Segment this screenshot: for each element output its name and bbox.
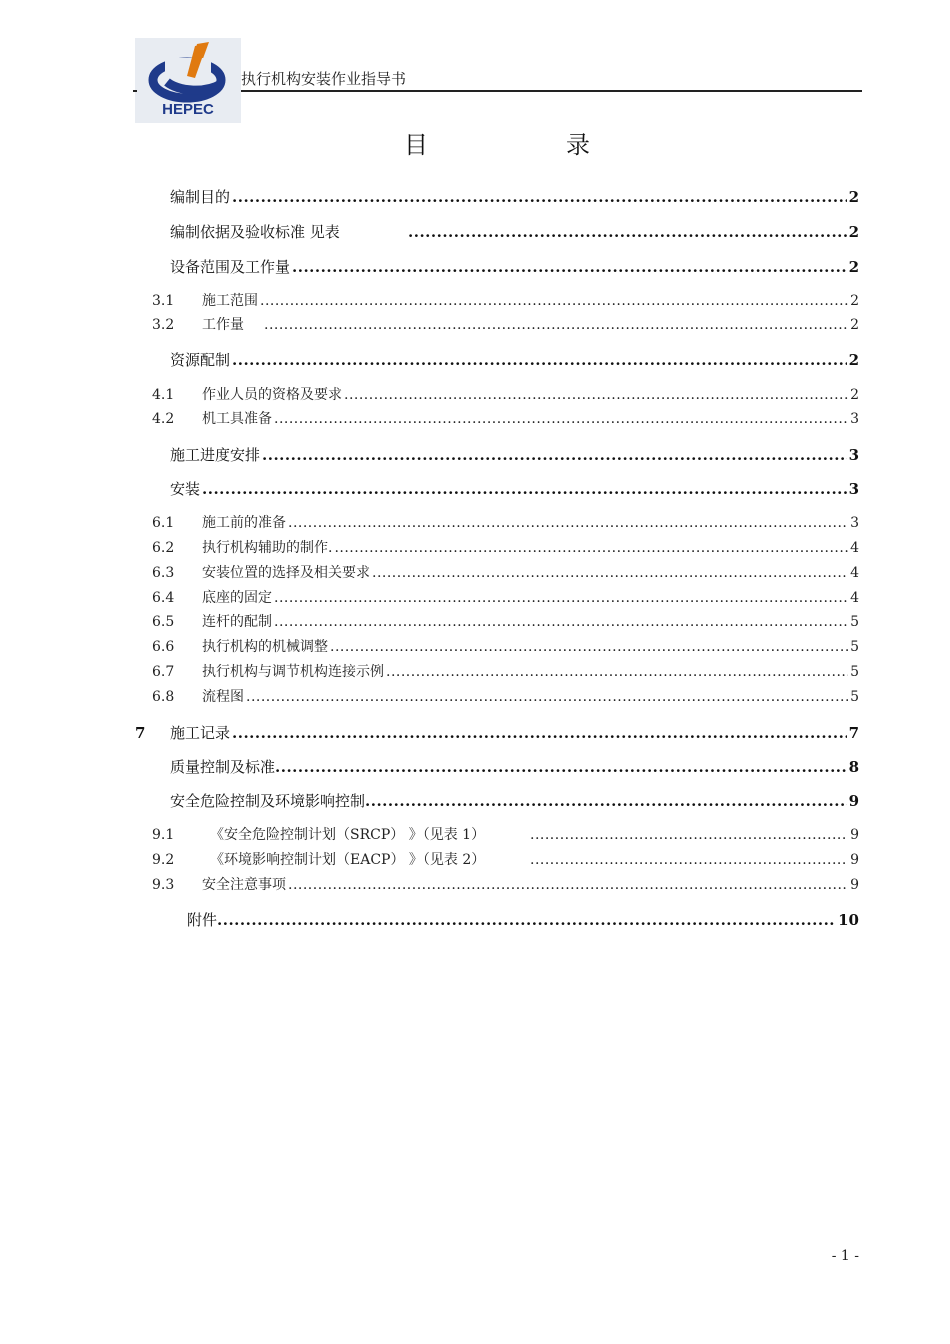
toc-entry[interactable]: [170, 444, 859, 465]
toc-leader-dots: [260, 293, 848, 309]
toc-entry-page: 3: [850, 515, 859, 531]
toc-entry-page: 2: [848, 258, 859, 276]
company-logo: [135, 38, 241, 123]
toc-leader-dots: [275, 758, 847, 776]
toc-entry-label: 流程图: [202, 689, 244, 705]
toc-entry[interactable]: [170, 349, 859, 370]
toc-entry-number: 6.6: [152, 639, 175, 655]
toc-leader-dots: [232, 188, 847, 206]
toc-entry-label: 机工具准备: [202, 411, 272, 427]
toc-entry-number: 9.3: [152, 877, 175, 893]
toc-entry-label: 施工前的准备: [202, 515, 286, 531]
toc-entry-number: 9.2: [152, 852, 175, 868]
toc-entry-label: 资源配制: [170, 351, 231, 369]
toc-entry-number: 7: [135, 724, 146, 742]
toc-leader-dots: [274, 411, 848, 427]
toc-entry-number: 9.1: [152, 827, 175, 843]
toc-leader-dots: [365, 792, 847, 810]
toc-entry-label: 《安全危险控制计划（SRCP） 》（见表 1）: [210, 827, 486, 843]
page-number: - 1 -: [831, 1248, 859, 1264]
toc-entry-page: 2: [848, 351, 859, 369]
toc-entry-number: 3.1: [152, 293, 175, 309]
toc-leader-dots: [334, 540, 848, 556]
toc-leader-dots: [288, 515, 848, 531]
toc-leader-dots: [408, 223, 847, 241]
toc-entry[interactable]: [152, 314, 859, 334]
toc-entry-label: 底座的固定: [202, 590, 272, 606]
toc-entry-label: 质量控制及标准: [170, 758, 276, 776]
toc-entry[interactable]: [187, 909, 859, 930]
toc-entry-page: 9: [850, 877, 859, 893]
toc-entry-number: 6.7: [152, 664, 175, 680]
toc-entry[interactable]: [135, 722, 859, 743]
toc-entry[interactable]: [152, 562, 859, 582]
toc-leader-dots: [288, 877, 848, 893]
toc-entry-label: 《环境影响控制计划（EACP） 》（见表 2）: [210, 852, 486, 868]
toc-entry-label: 施工进度安排: [170, 446, 261, 464]
toc-entry-label: 执行机构的机械调整: [202, 639, 328, 655]
toc-leader-dots: [232, 351, 847, 369]
toc-entry[interactable]: [152, 849, 859, 869]
toc-entry-number: 6.8: [152, 689, 175, 705]
toc-entry[interactable]: [152, 587, 859, 607]
toc-entry[interactable]: [152, 408, 859, 428]
toc-entry[interactable]: [170, 256, 859, 277]
toc-entry-label: 施工范围: [202, 293, 258, 309]
toc-entry-label: 安装: [170, 480, 201, 498]
header-rule: [241, 90, 862, 92]
toc-entry[interactable]: [152, 290, 859, 310]
toc-entry-label: 安全注意事项: [202, 877, 286, 893]
toc-entry-page: 10: [838, 911, 859, 929]
toc-entry[interactable]: [152, 636, 859, 656]
toc-entry-page: 3: [850, 411, 859, 427]
toc-entry-page: 2: [850, 293, 859, 309]
toc-leader-dots: [246, 689, 848, 705]
toc-entry-label: 编制目的: [170, 188, 231, 206]
toc-entry-label: 工作量: [202, 317, 244, 333]
toc-leader-dots: [262, 446, 847, 464]
toc-entry-label: 安全危险控制及环境影响控制: [170, 792, 366, 810]
toc-leader-dots: [274, 614, 848, 630]
toc-entry[interactable]: [170, 478, 859, 499]
toc-entry-number: 6.3: [152, 565, 175, 581]
toc-entry-page: 8: [848, 758, 859, 776]
toc-entry-page: 4: [850, 540, 859, 556]
toc-entry-label: 附件: [187, 911, 218, 929]
toc-leader-dots: [202, 480, 847, 498]
toc-leader-dots: [386, 664, 848, 680]
toc-entry-number: 6.1: [152, 515, 175, 531]
toc-entry-label: 执行机构与调节机构连接示例: [202, 664, 384, 680]
toc-entry-page: 2: [848, 223, 859, 241]
toc-entry[interactable]: [152, 874, 859, 894]
toc-entry-label: 执行机构辅助的制作.: [202, 540, 333, 556]
toc-entry-page: 2: [850, 387, 859, 403]
toc-entry-page: 3: [848, 446, 859, 464]
toc-leader-dots: [292, 258, 847, 276]
toc-entry-number: 4.2: [152, 411, 175, 427]
toc-entry-page: 5: [850, 664, 859, 680]
toc-entry-number: 3.2: [152, 317, 175, 333]
toc-leader-dots: [232, 724, 847, 742]
toc-leader-dots: [274, 590, 848, 606]
toc-title-char-1: 目: [404, 131, 428, 159]
toc-entry[interactable]: [152, 611, 859, 631]
toc-entry-page: 9: [848, 792, 859, 810]
toc-leader-dots: [264, 317, 848, 333]
toc-leader-dots: [372, 565, 848, 581]
toc-leader-dots: [530, 827, 848, 843]
toc-leader-dots: [330, 639, 848, 655]
toc-entry[interactable]: [170, 186, 859, 207]
toc-entry-label: 连杆的配制: [202, 614, 272, 630]
toc-entry[interactable]: [152, 384, 859, 404]
toc-entry-number: 6.5: [152, 614, 175, 630]
toc-entry-number: 6.2: [152, 540, 175, 556]
toc-entry-number: 6.4: [152, 590, 175, 606]
toc-leader-dots: [344, 387, 848, 403]
toc-entry-page: 2: [850, 317, 859, 333]
toc-title-char-2: 录: [566, 131, 590, 159]
toc-leader-dots: [530, 852, 848, 868]
toc-entry[interactable]: [152, 686, 859, 706]
toc-entry-number: 4.1: [152, 387, 175, 403]
toc-entry-page: 5: [850, 614, 859, 630]
toc-entry-page: 2: [848, 188, 859, 206]
toc-entry-page: 5: [850, 689, 859, 705]
toc-entry[interactable]: [152, 661, 859, 681]
hepec-logo-icon: [135, 38, 241, 123]
toc-entry[interactable]: [170, 756, 859, 777]
toc-entry-page: 7: [848, 724, 859, 742]
toc-entry[interactable]: [170, 790, 859, 811]
toc-entry-page: 9: [850, 852, 859, 868]
toc-entry-label: 作业人员的资格及要求: [202, 387, 342, 403]
toc-entry-label: 编制依据及验收标准 见表: [170, 223, 340, 241]
toc-entry-label: 施工记录: [170, 724, 231, 742]
toc-entry[interactable]: [152, 512, 859, 532]
toc-entry[interactable]: [152, 537, 859, 557]
toc-entry-page: 9: [850, 827, 859, 843]
toc-leader-dots: [217, 911, 836, 929]
toc-entry[interactable]: [152, 824, 859, 844]
toc-title: [404, 125, 590, 160]
header-rule-tick: [133, 90, 137, 92]
toc-entry-page: 4: [850, 590, 859, 606]
toc-entry-page: 4: [850, 565, 859, 581]
logo-text: HEPEC: [162, 101, 214, 118]
document-header-title: 执行机构安装作业指导书: [241, 70, 407, 88]
toc-entry-label: 安装位置的选择及相关要求: [202, 565, 370, 581]
toc-entry-label: 设备范围及工作量: [170, 258, 291, 276]
toc-entry-page: 3: [848, 480, 859, 498]
toc-entry[interactable]: [170, 221, 859, 242]
toc-entry-page: 5: [850, 639, 859, 655]
